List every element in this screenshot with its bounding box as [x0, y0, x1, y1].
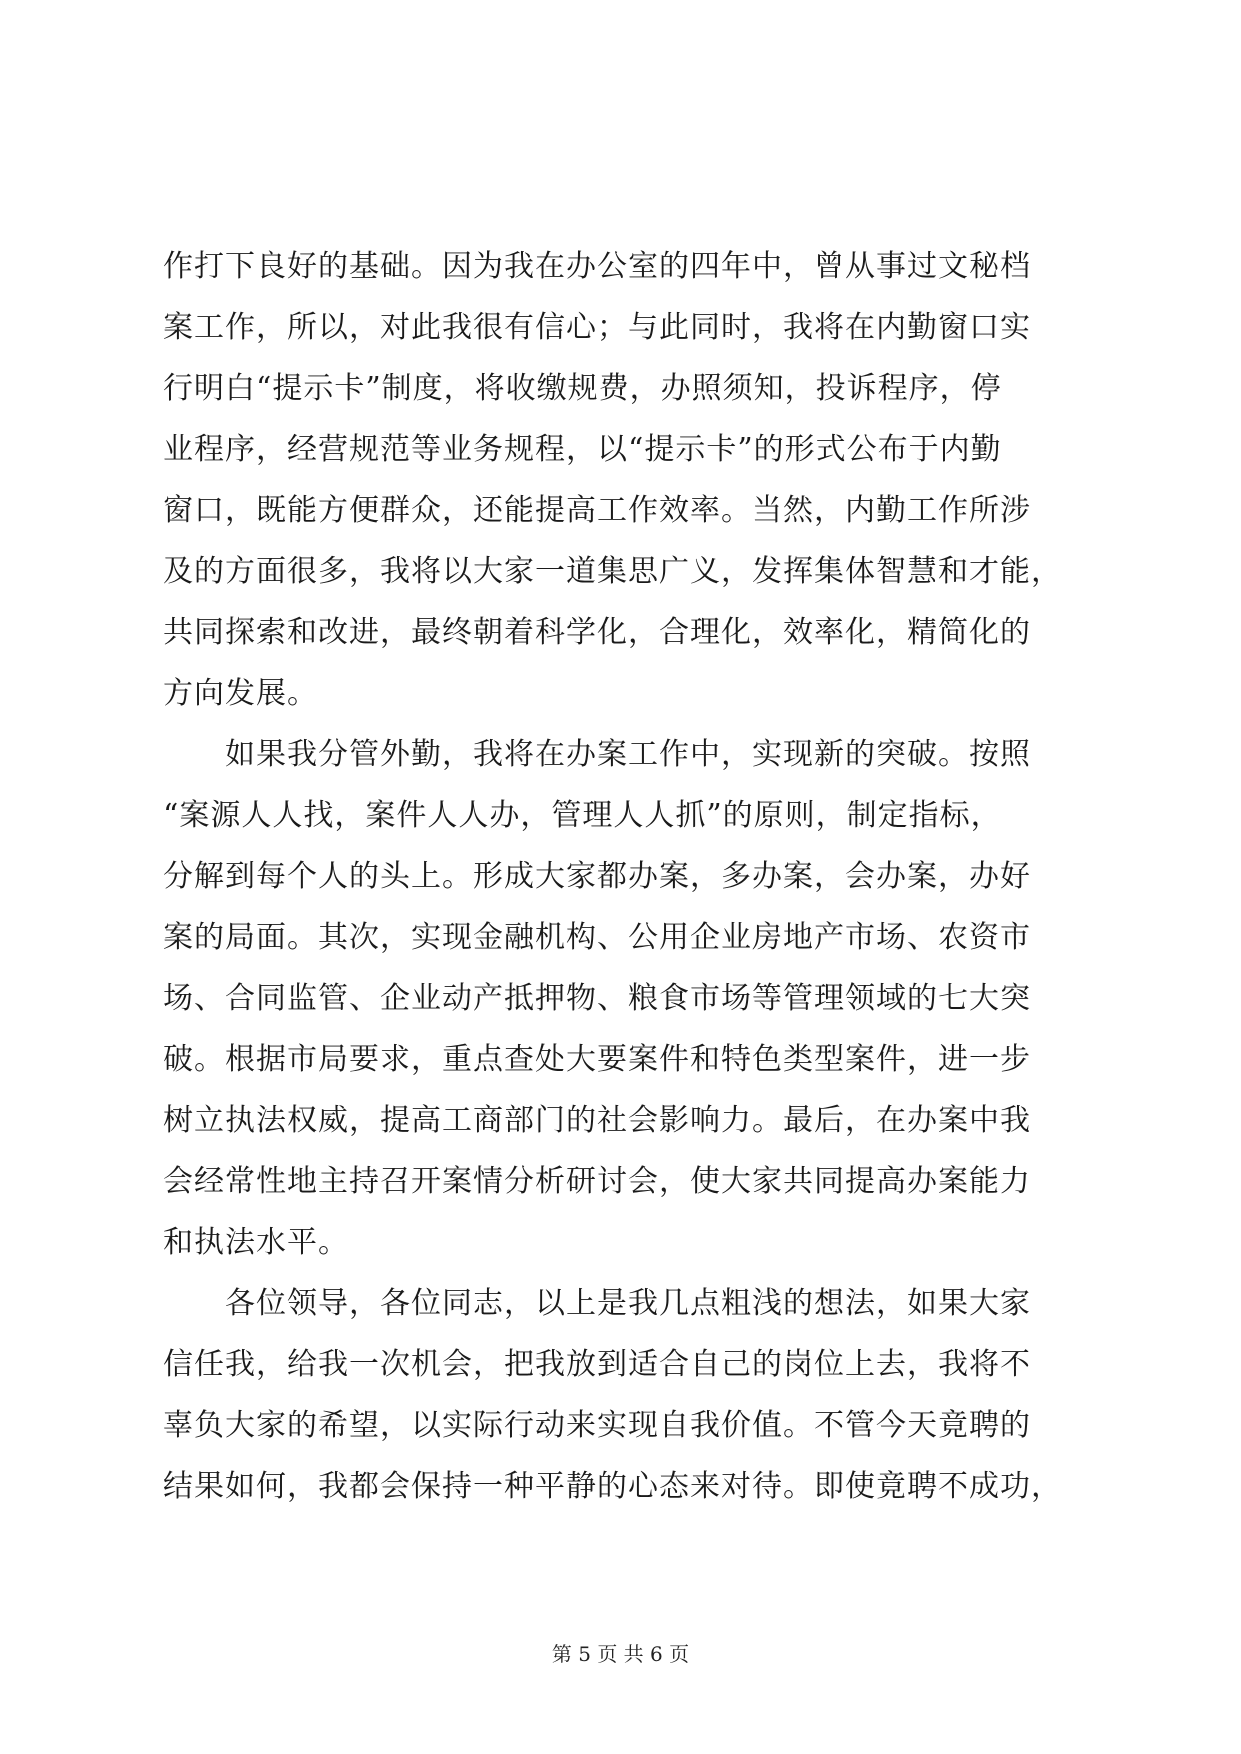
text-line: 信任我，给我一次机会，把我放到适合自己的岗位上去，我将不: [163, 1347, 1031, 1382]
text-line: 案工作，所以，对此我很有信心；与此同时，我将在内勤窗口实: [163, 310, 1031, 345]
text-line: 窗口，既能方便群众，还能提高工作效率。当然，内勤工作所涉: [163, 493, 1031, 528]
text-line: 案的局面。其次，实现金融机构、公用企业房地产市场、农资市: [163, 920, 1031, 955]
text-line: 结果如何，我都会保持一种平静的心态来对待。即使竟聘不成功，: [163, 1469, 1062, 1504]
text-line: “案源人人找，案件人人办，管理人人抓”的原则，制定指标，: [163, 798, 1002, 833]
text-line: 会经常性地主持召开案情分析研讨会，使大家共同提高办案能力: [163, 1164, 1031, 1199]
text-line: 如果我分管外勤，我将在办案工作中，实现新的突破。按照: [163, 737, 1031, 772]
text-line: 业程序，经营规范等业务规程，以“提示卡”的形式公布于内勤: [163, 432, 1002, 467]
text-line: 方向发展。: [163, 676, 318, 711]
text-line: 作打下良好的基础。因为我在办公室的四年中，曾从事过文秘档: [163, 249, 1031, 284]
text-line: 辜负大家的希望，以实际行动来实现自我价值。不管今天竟聘的: [163, 1408, 1031, 1443]
text-line: 及的方面很多，我将以大家一道集思广义，发挥集体智慧和才能，: [163, 554, 1062, 589]
body-text: [163, 236, 1075, 1517]
text-line: 和执法水平。: [163, 1225, 349, 1260]
page-number-footer: 第 5 页 共 6 页: [551, 1642, 690, 1666]
text-line: 破。根据市局要求，重点查处大要案件和特色类型案件，进一步: [163, 1042, 1031, 1077]
text-line: 树立执法权威，提高工商部门的社会影响力。最后，在办案中我: [163, 1103, 1031, 1138]
text-line: 分解到每个人的头上。形成大家都办案，多办案，会办案，办好: [163, 859, 1031, 894]
text-line: 行明白“提示卡”制度，将收缴规费，办照须知，投诉程序，停: [163, 371, 1002, 406]
text-line: 场、合同监管、企业动产抵押物、粮食市场等管理领域的七大突: [163, 981, 1031, 1016]
text-line: 各位领导，各位同志，以上是我几点粗浅的想法，如果大家: [163, 1286, 1031, 1321]
text-line: 共同探索和改进，最终朝着科学化，合理化，效率化，精简化的: [163, 615, 1031, 650]
